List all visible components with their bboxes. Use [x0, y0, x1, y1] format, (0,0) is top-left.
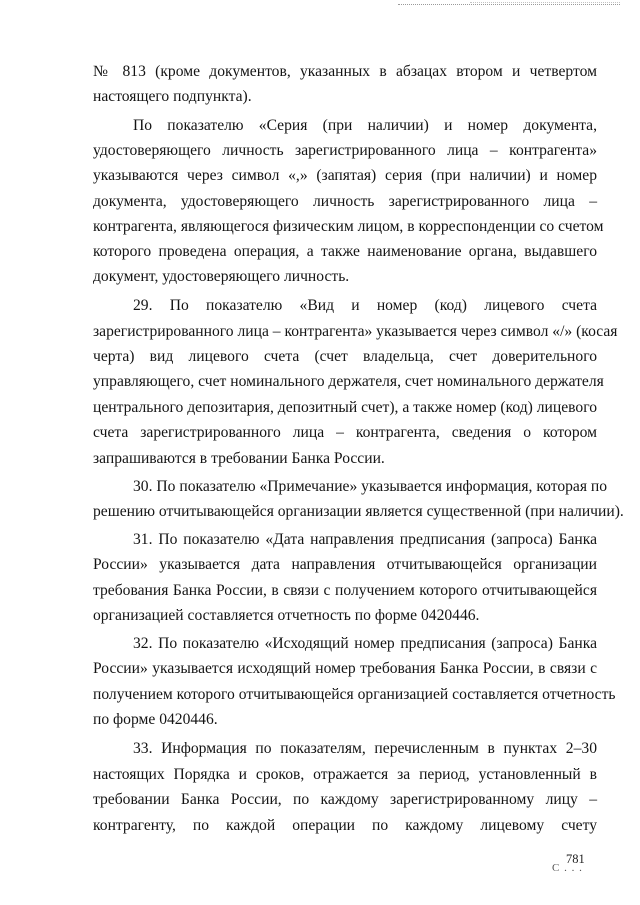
text-line: получением которого отчитывающейся организацией составляется отчетность	[93, 686, 616, 703]
text-line: центрального депозитария, депозитный счет), а также номер (код) лицевого	[93, 399, 597, 416]
text-line: требования Банка России, в связи с получением которого отчитывающейся	[93, 582, 597, 599]
text-line: контрагента, являющегося физическим лицом, в корреспонденции со счетом	[93, 218, 604, 235]
text-line: запрашиваются в требовании Банка России.	[93, 450, 385, 467]
top-divider	[398, 4, 620, 5]
text-line: настоящих Порядка и сроков, отражается за период, установленный в	[93, 766, 597, 783]
text-line: контрагенту, по каждой операции по каждому лицевому счету	[93, 817, 597, 834]
text-line: России» указывается исходящий номер требования Банка России, в связи с	[93, 660, 597, 677]
top-divider-faint	[470, 2, 620, 3]
text-line: требовании Банка России, по каждому зарегистрированному лицу –	[93, 791, 597, 808]
text-line: 29. По показателю «Вид и номер (код) лицевого счета	[133, 297, 597, 314]
text-line: По показателю «Серия (при наличии) и номер документа,	[133, 117, 597, 134]
text-line: удостоверяющего личность зарегистрированного лица – контрагента»	[93, 142, 597, 159]
text-line: по форме 0420446.	[93, 711, 218, 728]
text-line: зарегистрированного лица – контрагента» указывается через символ «/» (косая	[93, 323, 618, 340]
page-number: 781	[566, 852, 585, 866]
text-line: 33. Информация по показателям, перечисленным в пунктах 2–30	[133, 740, 597, 757]
corner-stamp-mark: С . . .	[552, 862, 583, 874]
text-line: 31. По показателю «Дата направления предписания (запроса) Банка	[133, 531, 597, 548]
text-line: 32. По показателю «Исходящий номер предписания (запроса) Банка	[133, 635, 597, 652]
text-line: решению отчитывающейся организации является существенной (при наличии).	[93, 503, 624, 520]
text-line: черта) вид лицевого счета (счет владельца, счет доверительного	[93, 348, 597, 365]
text-line: указываются через символ «,» (запятая) серия (при наличии) и номер	[93, 167, 597, 184]
text-line: управляющего, счет номинального держателя, счет номинального держателя	[93, 373, 604, 390]
text-line: документа, удостоверяющего личность зарегистрированного лица –	[93, 193, 597, 210]
text-line: счета зарегистрированного лица – контрагента, сведения о котором	[93, 424, 597, 441]
text-line: организацией составляется отчетность по форме 0420446.	[93, 607, 480, 624]
text-line: России» указывается дата направления отчитывающейся организации	[93, 556, 597, 573]
text-line: настоящего подпункта).	[93, 88, 252, 105]
text-line: которого проведена операция, а также наименование органа, выдавшего	[93, 243, 597, 260]
text-line: документ, удостоверяющего личность.	[93, 268, 350, 285]
text-line: № 813 (кроме документов, указанных в абзацах втором и четвертом	[93, 63, 597, 80]
text-line: 30. По показателю «Примечание» указывается информация, которая по	[133, 478, 608, 495]
